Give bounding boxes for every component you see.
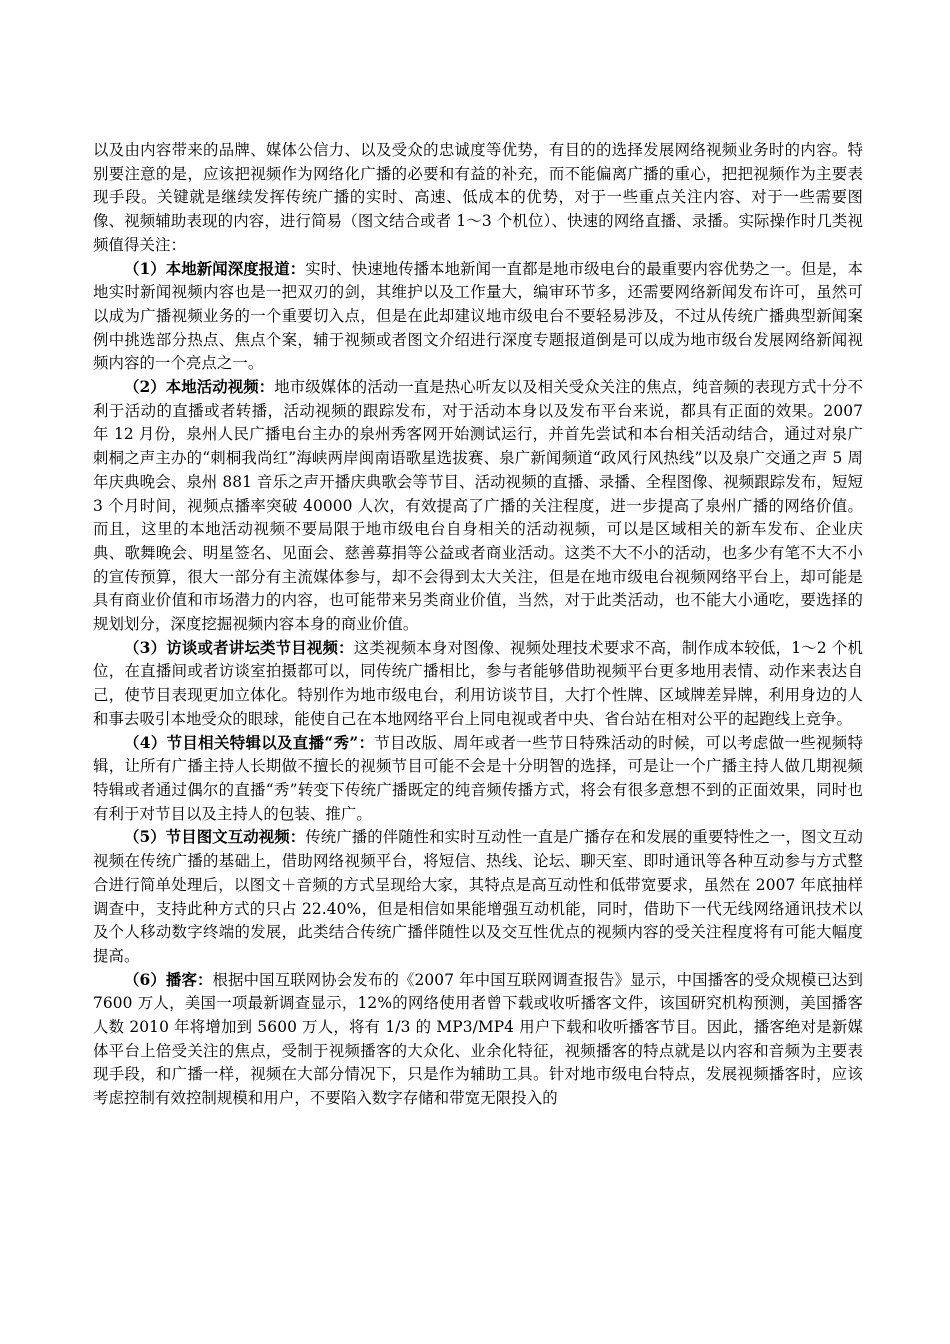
paragraph-text: 以及由内容带来的品牌、媒体公信力、以及受众的忠诚度等优势，有目的的选择发展网络视频业务时的内容。特别要注意的是，应该把视频作为网络化广播的必要和有益的补充，而不能偏离广播的重心，把把视频作为主要表现手段。关键就是继续发挥传统广播的实时、高速、低成本的优势，对于一些重点关注内容、对于一些需要图像、视频辅助表现的内容，进行简易（图文结合或者 1～3 个机位）、快速的网络直播、录播。实际操作时几类视频值得关注： xyxy=(93,141,863,254)
paragraph-local-events xyxy=(93,376,863,637)
paragraph-podcast xyxy=(93,969,863,1111)
paragraph-interview-video xyxy=(93,637,863,732)
paragraph-text: 传统广播的伴随性和实时互动性一直是广播存在和发展的重要特性之一，图文互动视频在传统广播的基础上，借助网络视频平台，将短信、热线、论坛、聊天室、即时通讯等各种互动参与方式整合进行简单处理后，以图文＋音频的方式呈现给大家，其特点是高互动性和低带宽要求，虽然在 2007 年底抽样调查中，支持此种方式的只占 22.40%，但是相信如果能增强互动机能，同时，借助下一代无线网络通讯技术以及个人移动数字终端的发展，此类结合传统广播伴随性以及交互性优点的视频内容的受关注程度将有可能大幅度提高。 xyxy=(93,828,863,965)
paragraph-text: 根据中国互联网协会发布的《2007 年中国互联网调查报告》显示，中国播客的受众规模已达到 7600 万人，美国一项最新调查显示，12%的网络使用者曾下载或收听播客文件，该国研究机构预测，美国播客人数 2010 年将增加到 5600 万人，将有 1/3 的 MP3/MP4 用户下载和收听播客节目。因此，播客绝对是新媒体平台上倍受关注的焦点，受制于视频播客的大众化、业余化特征，视频播客的特点就是以内容和音频为主要表现手段，和广播一样，视频在大部分情况下，只是作为辅助工具。针对地市级电台特点，发展视频播客时，应该考虑控制有效控制规模和用户，不要陷入数字存储和带宽无限投入的 xyxy=(93,970,864,1108)
section-heading: （3）访谈或者讲坛类节目视频： xyxy=(124,638,354,657)
paragraph-text: 这类视频本身对图像、视频处理技术要求不高，制作成本较低，1～2 个机位，在直播间或者访谈室拍摄都可以，同传统广播相比，参与者能够借助视频平台更多地用表情、动作来表达自己，使节目表现更加立体化。特别作为地市级电台，利用访谈节目，大打个性牌、区域牌差异牌，利用身边的人和事去吸引本地受众的眼球，能使自己在本地网络平台上同电视或者中央、省台站在相对公平的起跑线上竞争。 xyxy=(93,638,863,728)
section-heading: （4）节目相关特辑以及直播“秀”： xyxy=(124,733,375,752)
section-heading: （6）播客： xyxy=(124,970,213,989)
document-page xyxy=(93,139,863,1111)
paragraph-text: 实时、快速地传播本地新闻一直都是地市级电台的最重要内容优势之一。但是，本地实时新闻视频内容也是一把双刃的剑，其维护以及工作量大，编审环节多，还需要网络新闻发布许可，虽然可以成为广播视频业务的一个重要切入点，但是在此却建议地市级电台不要轻易涉及，不过从传统广播典型新闻案例中挑选部分热点、焦点个案，辅于视频或者图文介绍进行深度专题报道倒是可以成为地市级台发展网络新闻视频内容的一个亮点之一。 xyxy=(93,259,863,373)
paragraph-text: 地市级媒体的活动一直是热心听友以及相关受众关注的焦点，纯音频的表现方式十分不利于活动的直播或者转播，活动视频的跟踪发布，对于活动本身以及发布平台来说，都具有正面的效果。2007 年 12 月份，泉州人民广播电台主办的泉州秀客网开始测试运行，并首先尝试和本台相关活动结合，通过对泉广刺桐之声主办的“刺桐我尚红”海峡两岸闽南语歌星选拔赛、泉广新闻频道“政风行风热线”以及泉广交通之声 5 周年庆典晚会、泉州 881 音乐之声开播庆典歌会等节目、活动视频的直播、录播、全程图像、视频跟踪发布，短短 3 个月时间，视频点播率突破 40000 人次，有效提高了广播的关注程度，进一步提高了泉州广播的网络价值。而且，这里的本地活动视频不要局限于地市级电台自身相关的活动视频，可以是区域相关的新车发布、企业庆典、歌舞晚会、明星签名、见面会、慈善募捐等公益或者商业活动。这类不大不小的活动，也多少有笔不大不小的宣传预算，很大一部分有主流媒体参与，却不会得到太大关注，但是在地市级电台视频网络平台上，却可能是具有商业价值和市场潜力的内容，也可能带来另类商业价值，当然，对于此类活动，也不能大小通吃，要选择的规划划分，深度挖掘视频内容本身的商业价值。 xyxy=(93,378,863,634)
paragraph-specials xyxy=(93,732,863,827)
paragraph-text: 节目改版、周年或者一些节日特殊活动的时候，可以考虑做一些视频特辑，让所有广播主持人长期做不擅长的视频节目可能不会是十分明智的选择，可是让一个广播主持人做几期视频特辑或者通过偶尔的直播“秀”转变下传统广播既定的纯音频传播方式，将会有很多意想不到的正面效果，同时也有利于对节目以及主持人的包装、推广。 xyxy=(93,733,863,823)
section-heading: （1）本地新闻深度报道： xyxy=(124,259,306,278)
paragraph-intro xyxy=(93,139,863,258)
section-heading: （5）节目图文互动视频： xyxy=(124,828,306,847)
paragraph-interactive-video xyxy=(93,826,863,968)
paragraph-local-news xyxy=(93,258,863,377)
section-heading: （2）本地活动视频： xyxy=(124,378,275,397)
